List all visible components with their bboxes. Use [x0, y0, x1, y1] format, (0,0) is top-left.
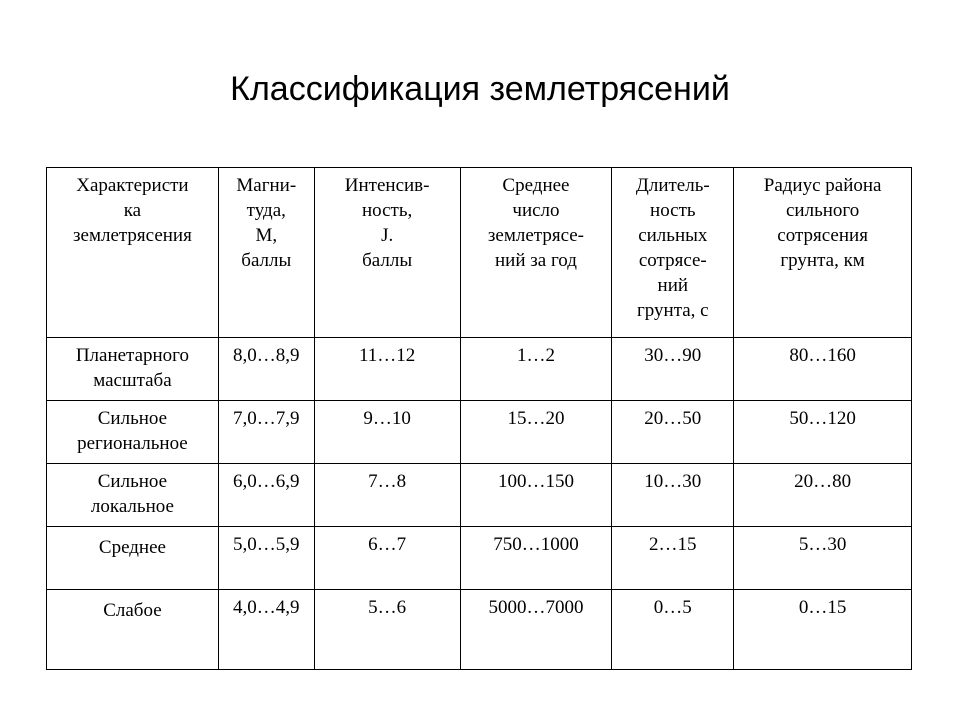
cell-magnitude: 7,0…7,9: [218, 401, 314, 464]
cell-characteristic: Планетарного масштаба: [47, 338, 219, 401]
header-magnitude: Магни- туда, M, баллы: [218, 168, 314, 338]
cell-radius: 0…15: [734, 590, 912, 670]
slide-title: Классификация землетрясений: [230, 70, 730, 108]
cell-magnitude: 4,0…4,9: [218, 590, 314, 670]
cell-intensity: 11…12: [314, 338, 460, 401]
cell-duration: 20…50: [612, 401, 734, 464]
table-row: [47, 590, 912, 670]
header-duration: Длитель- ность сильных сотрясе- ний грунта, с: [612, 168, 734, 338]
header-avg-count: Среднее число землетрясе- ний за год: [460, 168, 612, 338]
table-row: [47, 527, 912, 590]
cell-intensity: 6…7: [314, 527, 460, 590]
cell-radius: 80…160: [734, 338, 912, 401]
cell-duration: 0…5: [612, 590, 734, 670]
cell-avg-count: 100…150: [460, 464, 612, 527]
cell-characteristic: Сильное региональное: [47, 401, 219, 464]
cell-magnitude: 6,0…6,9: [218, 464, 314, 527]
cell-duration: 2…15: [612, 527, 734, 590]
cell-intensity: 5…6: [314, 590, 460, 670]
cell-radius: 50…120: [734, 401, 912, 464]
cell-duration: 30…90: [612, 338, 734, 401]
cell-avg-count: 1…2: [460, 338, 612, 401]
cell-avg-count: 15…20: [460, 401, 612, 464]
table-row: [47, 338, 912, 401]
cell-characteristic: Слабое: [47, 590, 219, 670]
table-row: [47, 464, 912, 527]
cell-avg-count: 5000…7000: [460, 590, 612, 670]
header-characteristic: Характеристи ка землетрясения: [47, 168, 219, 338]
header-radius: Радиус района сильного сотрясения грунта, км: [734, 168, 912, 338]
cell-radius: 5…30: [734, 527, 912, 590]
cell-intensity: 7…8: [314, 464, 460, 527]
cell-radius: 20…80: [734, 464, 912, 527]
earthquake-classification-table: [46, 167, 912, 670]
cell-duration: 10…30: [612, 464, 734, 527]
cell-intensity: 9…10: [314, 401, 460, 464]
table-row: [47, 401, 912, 464]
cell-avg-count: 750…1000: [460, 527, 612, 590]
cell-magnitude: 8,0…8,9: [218, 338, 314, 401]
header-intensity: Интенсив- ность, J. баллы: [314, 168, 460, 338]
table-header-row: [47, 168, 912, 338]
cell-characteristic: Сильное локальное: [47, 464, 219, 527]
cell-magnitude: 5,0…5,9: [218, 527, 314, 590]
cell-characteristic: Среднее: [47, 527, 219, 590]
